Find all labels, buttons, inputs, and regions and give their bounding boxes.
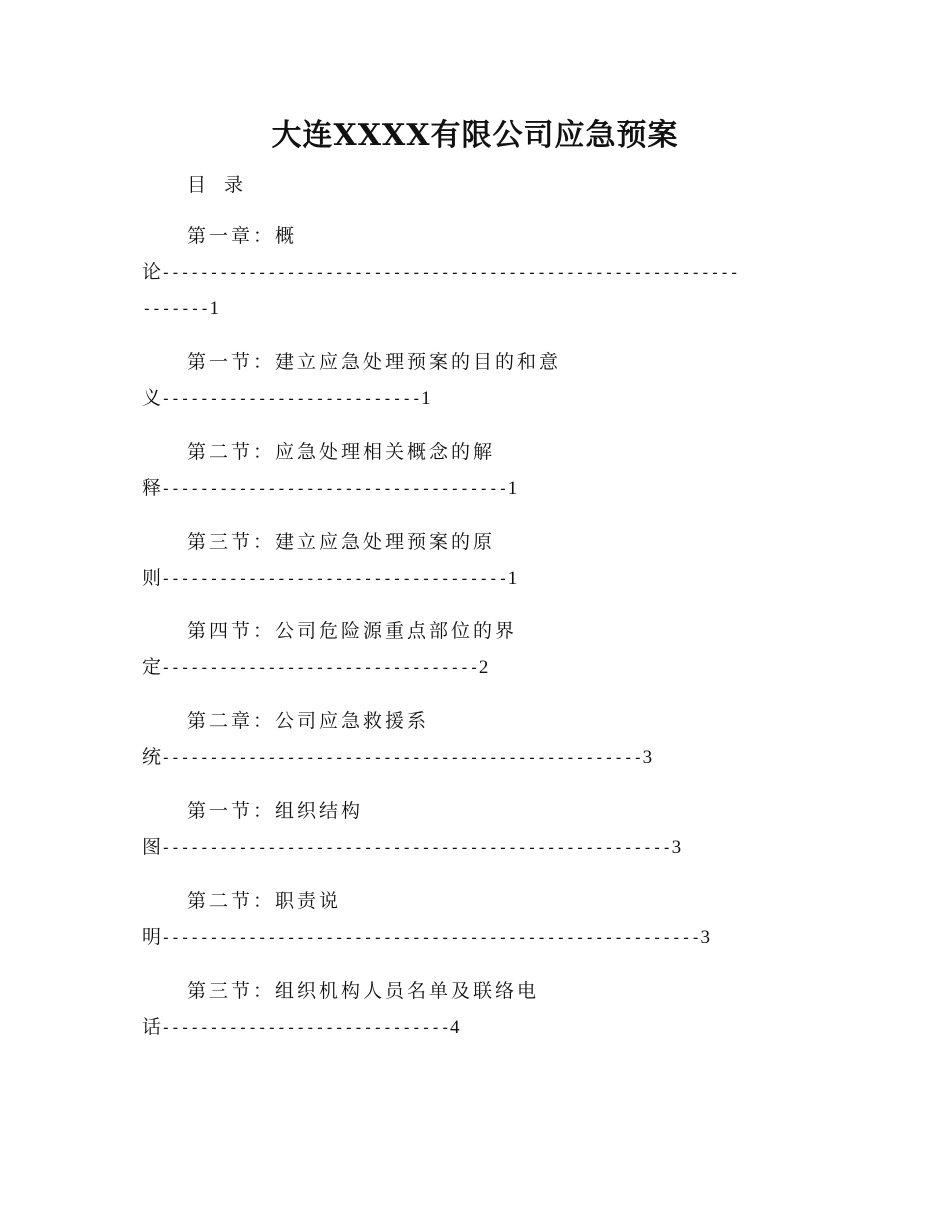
toc-dot-leader: -------------------------------------------------------- [161, 928, 701, 947]
document-title: 大连XXXX有限公司应急预案 [271, 118, 679, 153]
toc-entry-title-last-char: 话 [142, 1016, 162, 1038]
toc-dot-leader: ------------------------------ [161, 1018, 450, 1037]
toc-entry-leader-line [142, 829, 822, 865]
toc-page-number: 3 [642, 747, 653, 768]
toc-entry-title-last-char: 图 [142, 836, 162, 858]
toc-entry-chapter-1[interactable] [142, 218, 822, 326]
toc-entry-title: 第四节：公司危险源重点部位的界 [187, 620, 518, 642]
toc-entry-title-last-char: 释 [142, 477, 162, 499]
toc-entry-leader-line-continued [142, 290, 822, 326]
toc-entry-leader-line [142, 919, 822, 955]
toc-entry-title-last-char: 定 [142, 656, 162, 678]
toc-page-number: 3 [671, 837, 682, 858]
toc-entry-section-1-2[interactable] [142, 434, 822, 506]
toc-entry-section-2-3[interactable] [142, 973, 822, 1045]
toc-heading: 目 录 [187, 174, 250, 196]
toc-entry-title: 第一节：组织结构 [187, 800, 364, 822]
toc-entry-section-1-1[interactable] [142, 344, 822, 416]
toc-entry-leader-line [142, 254, 822, 290]
toc-entry-section-2-1[interactable] [142, 793, 822, 865]
toc-entry-leader-line [142, 380, 822, 416]
toc-entry-chapter-2[interactable] [142, 703, 822, 775]
toc-entry-title: 第二章：公司应急救援系 [187, 710, 430, 732]
toc-entry-title-last-char: 论 [142, 261, 162, 283]
toc-entry-title: 第二节：职责说 [187, 890, 342, 912]
toc-entry-title: 第一章：概 [187, 225, 298, 247]
toc-dot-leader: -------------------------------------------------- [161, 748, 643, 767]
toc-dot-leader: ------------------------------------ [161, 569, 508, 588]
toc-dot-leader: ------- [142, 299, 210, 318]
toc-entry-title-last-char: 明 [142, 926, 162, 948]
toc-dot-leader: ------------------------------------ [161, 479, 508, 498]
toc-entry-leader-line [142, 739, 822, 775]
toc-page-number: 1 [209, 298, 219, 319]
toc-page-number: 2 [478, 657, 489, 678]
toc-entry-title-last-char: 义 [142, 387, 162, 409]
toc-entry-leader-line [142, 649, 822, 685]
toc-page-number: 3 [700, 927, 710, 948]
toc-entry-leader-line [142, 470, 822, 506]
toc-page-number: 1 [421, 388, 431, 409]
toc-dot-leader: --------------------------- [161, 389, 422, 408]
toc-entry-title: 第三节：组织机构人员名单及联络电 [187, 980, 540, 1002]
toc-entry-section-1-4[interactable] [142, 613, 822, 685]
toc-entry-title-last-char: 则 [142, 567, 162, 589]
toc-dot-leader: --------------------------------- [161, 658, 479, 677]
toc-entry-title: 第三节：建立应急处理预案的原 [187, 531, 496, 553]
toc-page-number: 1 [507, 478, 518, 499]
toc-entry-title-last-char: 统 [142, 746, 162, 768]
toc-entry-title: 第二节：应急处理相关概念的解 [187, 441, 496, 463]
toc-entry-leader-line [142, 1009, 822, 1045]
toc-page-number: 1 [507, 568, 518, 589]
toc-entry-leader-line [142, 560, 822, 596]
toc-dot-leader: ------------------------------------------------------------ [161, 263, 739, 282]
toc-entry-title: 第一节：建立应急处理预案的目的和意 [187, 351, 562, 373]
toc-entry-section-1-3[interactable] [142, 524, 822, 596]
toc-dot-leader: ----------------------------------------------------- [161, 838, 672, 857]
toc-page-number: 4 [450, 1017, 460, 1038]
toc-entry-section-2-2[interactable] [142, 883, 822, 955]
